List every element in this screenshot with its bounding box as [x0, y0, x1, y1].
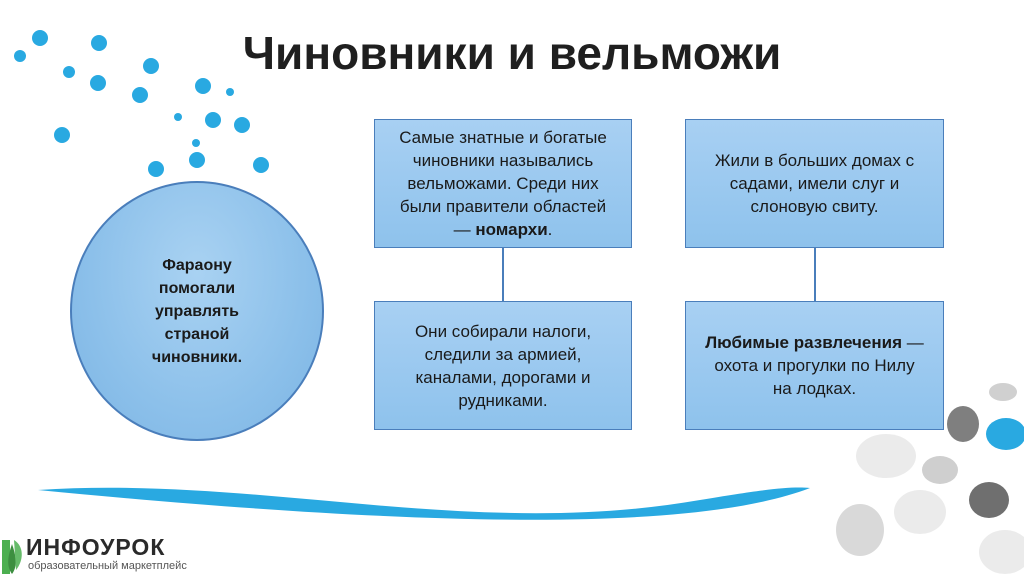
houses-box [685, 119, 944, 248]
infourok-leaf-icon [2, 540, 22, 574]
houses-text: Жили в больших домах с садами, имели слуг и слоновую свиту. [714, 151, 915, 216]
nobles-box [374, 119, 632, 248]
entertainment-term: Любимые развлечения [705, 333, 902, 352]
brand-name: ИНФОУРОК [26, 534, 166, 560]
brand-tagline: образовательный маркетплейс [28, 560, 187, 572]
entertainment-box [685, 301, 944, 430]
nobles-text: Самые знатные и богатые чиновники назывались вельможами. Среди них были правители областей — [399, 128, 607, 239]
entertainment-text: — охота и прогулки по Нилу на лодках. [714, 333, 924, 398]
wave-decoration [38, 488, 810, 520]
connector-line-left [502, 248, 504, 301]
circle-text: Фараону помогали управлять страной чиновники. [151, 256, 243, 366]
duties-text: Они собирали налоги, следили за армией, каналами, дорогами и рудниками. [414, 321, 592, 410]
duties-box [374, 301, 632, 430]
page-title: Чиновники и вельможи [242, 27, 782, 79]
pharaoh-circle [70, 181, 324, 441]
connector-line-right [814, 248, 816, 301]
nomarchs-term: номархи [475, 220, 548, 239]
nobles-text-end: . [547, 220, 553, 239]
